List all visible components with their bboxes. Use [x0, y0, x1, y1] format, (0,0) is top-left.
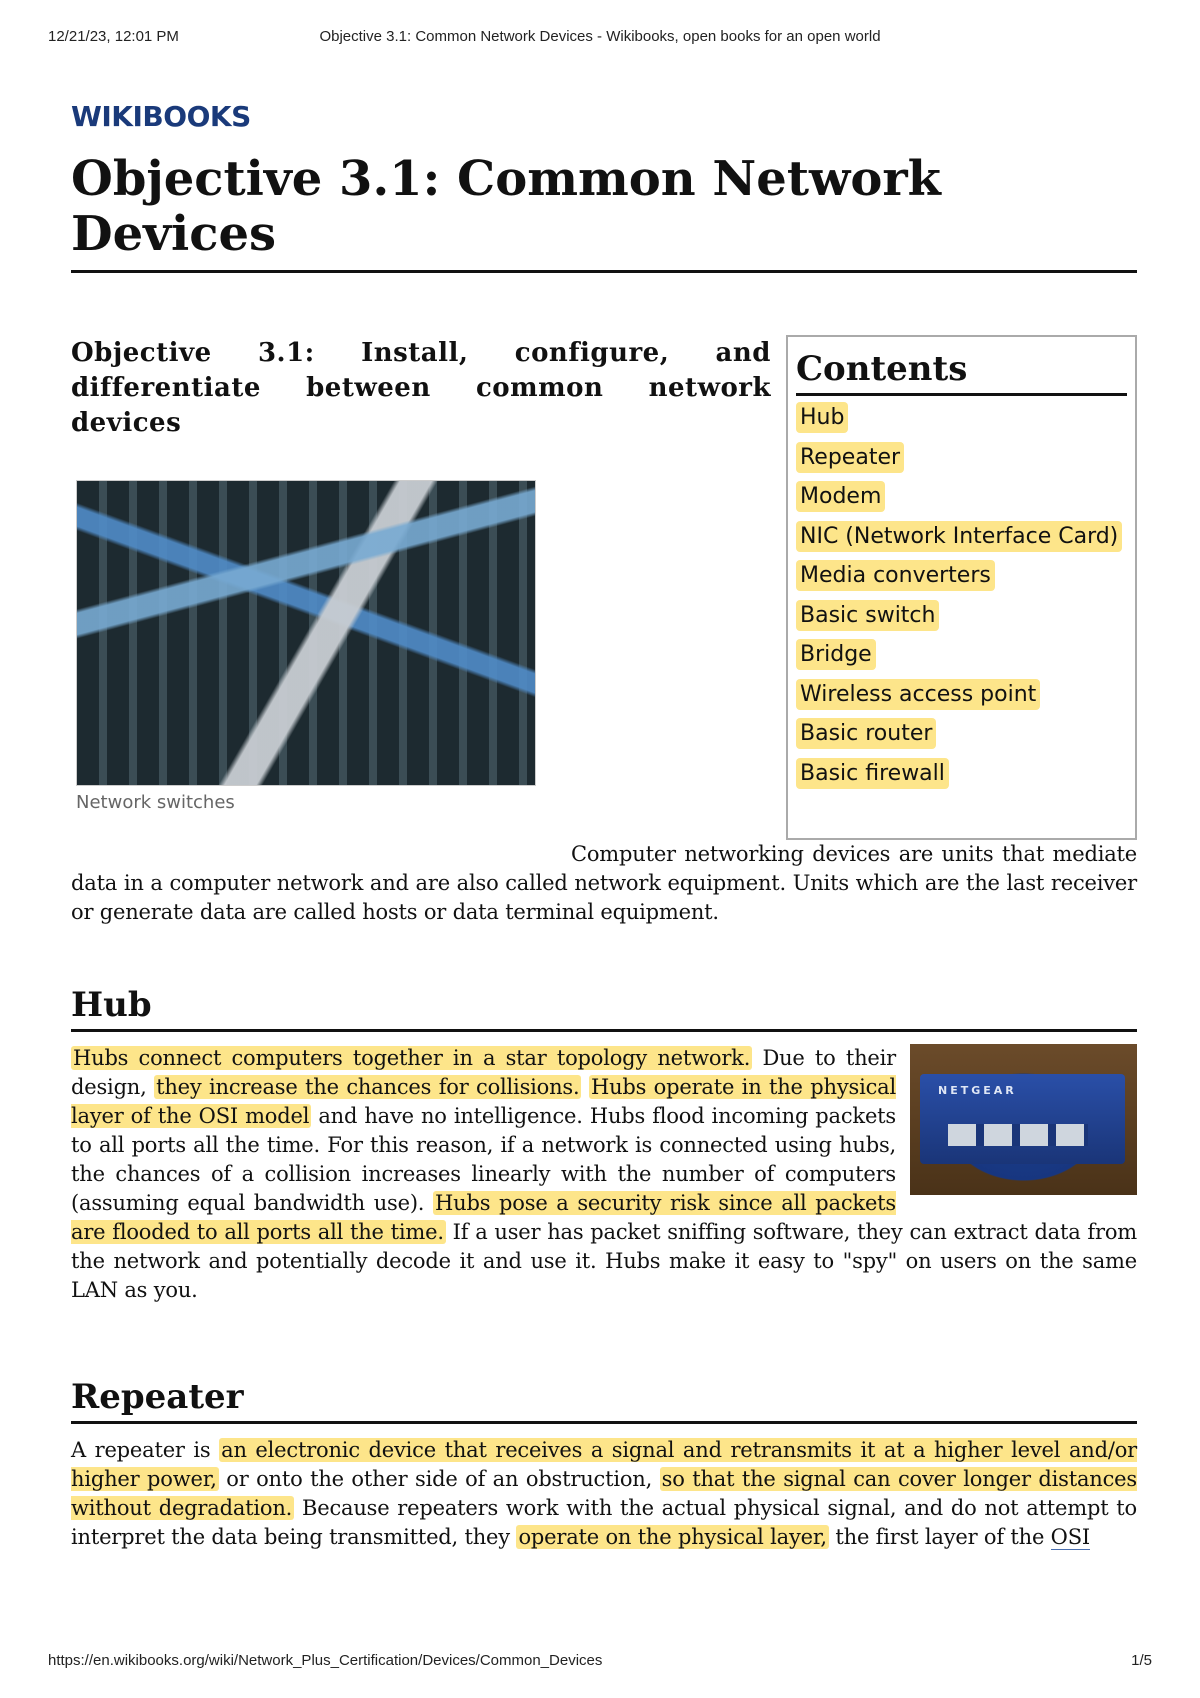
toc-link-basic-router[interactable]: Basic router [796, 718, 936, 749]
table-of-contents [786, 335, 1137, 840]
print-date: 12/21/23, 12:01 PM [48, 28, 179, 45]
hub-heading: Hub [71, 983, 1137, 1032]
toc-link-repeater[interactable]: Repeater [796, 442, 904, 473]
highlight: so that the signal can cover longer distances without degradation. [71, 1467, 1137, 1520]
page-number: 1/5 [1131, 1652, 1152, 1669]
wikibooks-logo[interactable]: WIKIBOOKS [71, 100, 251, 133]
text-run: Because repeaters work with the actual physical signal, and do not attempt to interpret the data being transmitted, they [71, 1496, 1137, 1549]
toc-link-basic-switch[interactable]: Basic switch [796, 600, 939, 631]
hub-ports [948, 1124, 1088, 1146]
objective-heading: Objective 3.1: Install, configure, and differentiate between common network devices [71, 338, 771, 438]
print-url: https://en.wikibooks.org/wiki/Network_Plus_Certification/Devices/Common_Devices [48, 1652, 603, 1669]
text-run [581, 1075, 588, 1099]
intro-section [71, 840, 1137, 927]
text-run: and have no intelligence. Hubs flood incoming packets to all ports all the time. For this reason, if a network is connected using hubs, the chances of a collision increases linearly with the number of computers (assuming equal bandwidth use). [71, 1104, 896, 1215]
toc-link-hub[interactable]: Hub [796, 402, 848, 433]
print-footer [48, 1652, 1152, 1672]
print-header [48, 28, 1152, 48]
page-title: Objective 3.1: Common Network Devices [71, 152, 1137, 273]
intro-paragraph [71, 840, 1137, 927]
toc-link-basic-firewall[interactable]: Basic firewall [796, 758, 949, 789]
highlight: Hubs pose a security risk since all packets are flooded to all ports all the time. [71, 1191, 896, 1244]
toc-link-nic[interactable]: NIC (Network Interface Card) [796, 521, 1122, 552]
osi-link[interactable]: OSI [1050, 1525, 1090, 1549]
repeater-heading: Repeater [71, 1375, 1137, 1424]
toc-list [796, 402, 1127, 797]
figure-network-switches [76, 480, 536, 813]
text-run: If a user has packet sniffing software, they can extract data from the network and potentially decode it and use it. Hubs make it easy to "spy" on users on the same LAN as you. [71, 1220, 1137, 1302]
highlight: Hubs connect computers together in a star topology network. [73, 1046, 751, 1070]
toc-title: Contents [796, 347, 1127, 396]
highlight-link[interactable]: Hubs operate in the physical layer of the OSI model [71, 1075, 896, 1128]
text-run: the first layer of the [828, 1525, 1051, 1549]
text-run: Due to their design, [71, 1046, 896, 1099]
netgear-hub-photo[interactable] [910, 1044, 1137, 1195]
toc-link-media-converters[interactable]: Media converters [796, 560, 995, 591]
intro-text: Computer networking devices are units that mediate data in a computer network and are also called network equipment. Units which are the last receiver or generate data are called hosts or data terminal equipment. [71, 842, 1137, 924]
figure-caption: Network switches [76, 792, 235, 813]
highlight: they increase the chances for collisions. [156, 1075, 580, 1099]
repeater-paragraph [71, 1436, 1137, 1552]
hub-section [71, 983, 1137, 1305]
print-page-title: Objective 3.1: Common Network Devices - Wikibooks, open books for an open world [319, 28, 881, 45]
repeater-section [71, 1375, 1137, 1552]
highlight-link[interactable]: operate on the physical layer, [518, 1525, 827, 1549]
toc-link-wireless-access-point[interactable]: Wireless access point [796, 679, 1040, 710]
text-run: A repeater is [71, 1438, 220, 1462]
text-run: or onto the other side of an obstruction, [218, 1467, 660, 1491]
highlight: an electronic device that receives a signal and retransmits it at a higher level and/or higher power, [71, 1438, 1137, 1491]
hub-brand-label: NETGEAR [938, 1084, 1017, 1097]
toc-link-modem[interactable]: Modem [796, 481, 885, 512]
network-switches-photo[interactable] [76, 480, 536, 786]
toc-link-bridge[interactable]: Bridge [796, 639, 876, 670]
